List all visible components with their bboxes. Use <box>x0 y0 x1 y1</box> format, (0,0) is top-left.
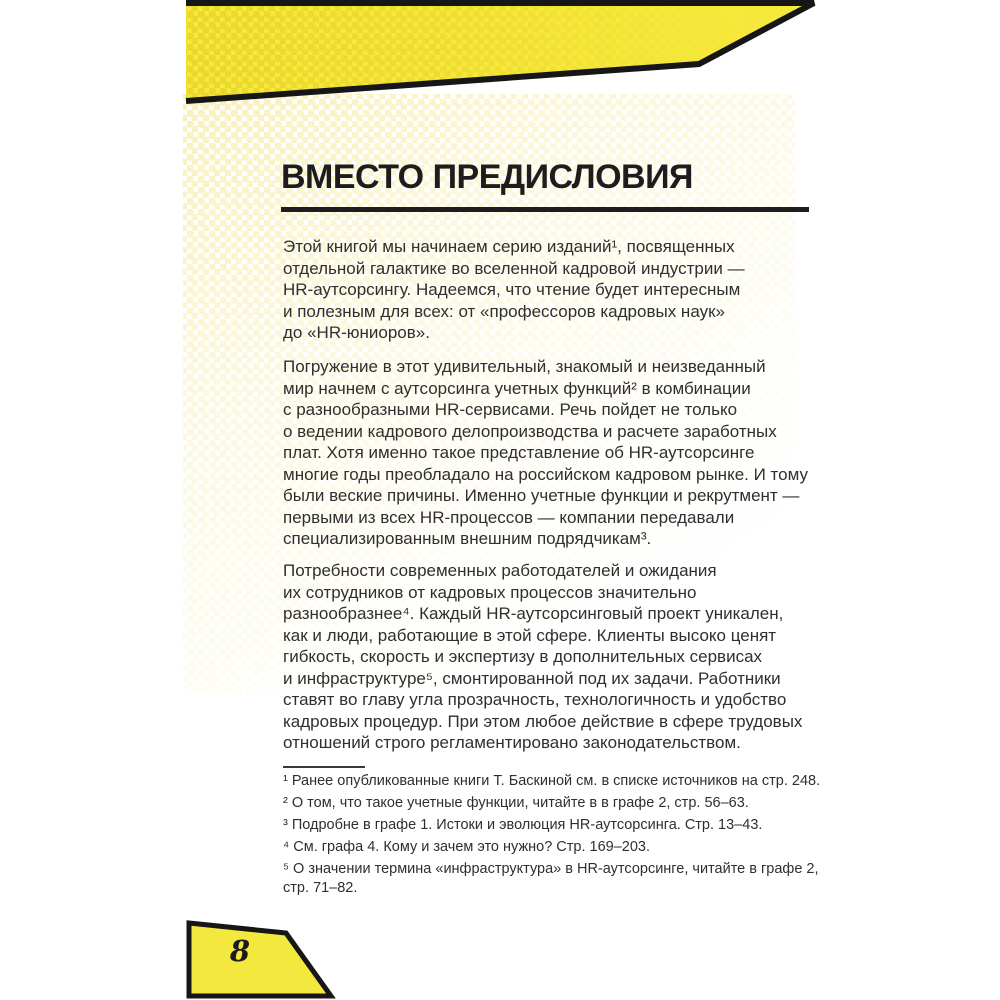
body-paragraph-1: Этой книгой мы начинаем серию изданий¹, посвященных отдельной галактике во вселенной кадровой индустрии — HR-аутсорсингу. Надеемся, что чтение будет интересным и полезным для всех: от «профессоров кадровых наук» до «HR-юниоров». <box>283 237 745 342</box>
footnote-divider <box>283 766 365 768</box>
title-underline <box>281 207 809 212</box>
footnote-3: ³ Подробне в графе 1. Истоки и эволюция HR-аутсорсинга. Стр. 13–43. <box>283 817 763 833</box>
footnote-5: ⁵ О значении термина «инфраструктура» в HR-аутсорсинге, читайте в графе 2, стр. 71–82. <box>283 861 819 896</box>
footnotes <box>283 772 820 901</box>
body-paragraph-2: Погружение в этот удивительный, знакомый и неизведанный мир начнем с аутсорсинга учетных функций² в комбинации с разнообразными HR-сервисами. Речь пойдет не только о ведении кадрового делопроизводства и расчете заработных плат. Хотя именно такое представление об HR-аутсорсинге многие годы преобладало на российском кадровом рынке. И тому были веские причины. Именно учетные функции и рекрутмент — первыми из всех HR-процессов — компании передавали специализированным внешним подрядчикам³. <box>283 357 808 548</box>
page-number: 8 <box>229 934 251 968</box>
banner-shape <box>186 3 814 101</box>
footnote-4: ⁴ См. графа 4. Кому и зачем это нужно? Стр. 169–203. <box>283 839 651 855</box>
page-title: ВМЕСТО ПРЕДИСЛОВИЯ <box>281 158 693 196</box>
footnote-1: ¹ Ранее опубликованные книги Т. Баскиной см. в списке источников на стр. 248. <box>283 773 821 789</box>
page-number-tab <box>0 915 1000 1000</box>
footnote-2: ² О том, что такое учетные функции, читайте в в графе 2, стр. 56–63. <box>283 795 749 811</box>
body-paragraph-3: Потребности современных работодателей и ожидания их сотрудников от кадровых процессов значительно разнообразнее⁴. Каждый HR-аутсорсинговый проект уникален, как и люди, работающие в этой сфере. Клиенты высоко ценят гибкость, скорость и экспертизу в дополнительных сервисах и инфраструктуре⁵, смонтированной под их задачи. Работники ставят во главу угла прозрачность, технологичность и удобство кадровых процедур. При этом любое действие в сфере трудовых отношений строго регламентировано законодательством. <box>283 561 803 752</box>
